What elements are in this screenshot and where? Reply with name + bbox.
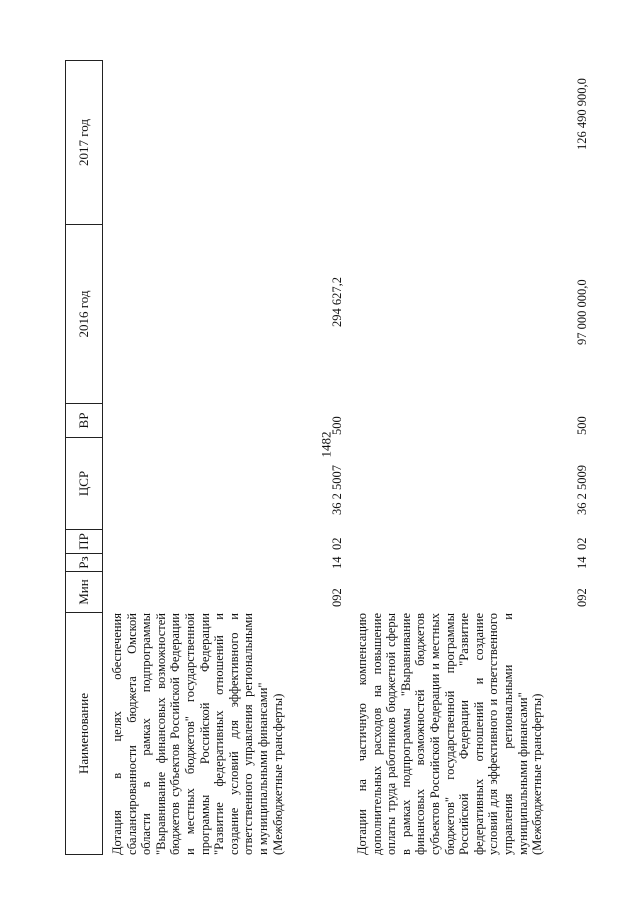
row-name-suffix: (Межбюджетные трансферты) bbox=[530, 693, 545, 855]
header-2017: 2017 год bbox=[65, 60, 103, 225]
row-min: 092 bbox=[330, 588, 344, 607]
row-rz: 14 bbox=[330, 556, 344, 569]
row-2016: 97 000 000,0 bbox=[575, 279, 589, 345]
header-vr: ВР bbox=[65, 404, 103, 438]
row-rz: 14 bbox=[575, 556, 589, 569]
header-csr: ЦСР bbox=[65, 438, 103, 530]
row-vr: 500 bbox=[330, 416, 344, 435]
row-2016: 294 627,2 bbox=[330, 277, 344, 327]
row-vr: 500 bbox=[575, 416, 589, 435]
budget-table bbox=[65, 60, 605, 855]
table-row-name bbox=[110, 613, 285, 855]
header-name: Наименование bbox=[65, 613, 103, 855]
header-min: Мин bbox=[65, 572, 103, 613]
row-min: 092 bbox=[575, 588, 589, 607]
row-pr: 02 bbox=[575, 537, 589, 550]
row-name-text: Дотации на частичную компенсацию дополнительных расходов на повышение оплаты труда работников бюджетной сферы в рамках подпрограммы "Выравнивание финансовых возможностей бюджетов субъектов Российской Федерации и местных бюджетов" государственной программы Российской Федерации "Развитие федеративных отношений и создание условий для эффективного и ответственного управления региональными и муниципальными финансами" bbox=[355, 613, 530, 855]
row-2017: 126 490 900,0 bbox=[575, 78, 589, 150]
header-2016: 2016 год bbox=[65, 225, 103, 404]
header-rz: Рз bbox=[65, 554, 103, 572]
row-csr: 36 2 5009 bbox=[575, 465, 589, 515]
row-pr: 02 bbox=[330, 537, 344, 550]
page-number: 1482 bbox=[318, 431, 334, 458]
table-row-name bbox=[355, 613, 545, 855]
row-name-text: Дотация в целях обеспечения сбалансированности бюджета Омской области в рамках подпрограммы "Выравнивание финансовых возможностей бюджетов субъектов Российской Федерации и местных бюджетов" государственной программы Российской Федерации "Развитие федеративных отношений и создание условий для эффективного и ответственного управления региональными и муниципальными финансами" bbox=[110, 613, 270, 855]
row-csr: 36 2 5007 bbox=[330, 465, 344, 515]
header-pr: ПР bbox=[65, 530, 103, 554]
row-name-suffix: (Межбюджетные трансферты) bbox=[270, 693, 285, 855]
rotated-page-content bbox=[65, 60, 605, 855]
